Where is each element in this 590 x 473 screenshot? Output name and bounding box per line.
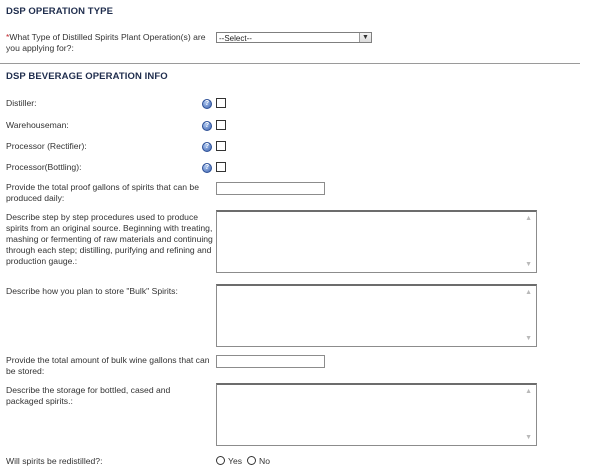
procedures-textarea[interactable] (216, 210, 537, 273)
proof-gallons-input[interactable] (216, 182, 325, 195)
redistilled-no-radio[interactable] (247, 456, 256, 465)
bottled-storage-textarea[interactable] (216, 383, 537, 446)
textarea-scrollbar[interactable] (521, 385, 536, 445)
processor-bottling-checkbox[interactable] (216, 162, 226, 172)
operation-type-select-value: --Select-- (219, 34, 252, 43)
chevron-down-icon[interactable]: ▼ (359, 33, 371, 42)
help-icon[interactable]: ? (202, 99, 212, 109)
operation-type-question-text: What Type of Distilled Spirits Plant Operation(s) are you applying for?: (6, 32, 206, 53)
textarea-scrollbar[interactable] (521, 212, 536, 272)
operation-type-question (6, 32, 218, 54)
scroll-down-icon[interactable]: ▼ (525, 335, 532, 342)
scroll-down-icon[interactable]: ▼ (525, 434, 532, 441)
bulk-storage-textarea[interactable] (216, 284, 537, 347)
help-icon[interactable]: ? (202, 142, 212, 152)
distiller-label: Distiller: (6, 98, 37, 108)
redistilled-yes-radio[interactable] (216, 456, 225, 465)
processor-rectifier-checkbox[interactable] (216, 141, 226, 151)
redistilled-label: Will spirits be redistilled?: (6, 456, 103, 466)
distiller-checkbox[interactable] (216, 98, 226, 108)
bulk-wine-gallons-label: Provide the total amount of bulk wine gallons that can be stored: (6, 355, 210, 376)
scroll-up-icon[interactable]: ▲ (525, 388, 532, 395)
proof-gallons-label: Provide the total proof gallons of spirits that can be produced daily: (6, 182, 199, 203)
warehouseman-checkbox[interactable] (216, 120, 226, 130)
textarea-scrollbar[interactable] (521, 286, 536, 346)
help-icon[interactable]: ? (202, 163, 212, 173)
procedures-label: Describe step by step procedures used to produce spirits from an original source. Beginning with treating, mashing or fermenting of raw materials and continuing through each step; distilling, purifying and refining and production gauge.: (6, 212, 213, 266)
section-title-beverage-info: DSP BEVERAGE OPERATION INFO (6, 71, 168, 82)
scroll-up-icon[interactable]: ▲ (525, 289, 532, 296)
warehouseman-label: Warehouseman: (6, 120, 69, 130)
scroll-down-icon[interactable]: ▼ (525, 261, 532, 268)
bulk-storage-label: Describe how you plan to store "Bulk" Spirits: (6, 286, 178, 296)
redistilled-no-label[interactable]: No (259, 456, 270, 466)
operation-type-select[interactable] (216, 32, 372, 43)
bulk-wine-gallons-input[interactable] (216, 355, 325, 368)
section-title-operation-type: DSP OPERATION TYPE (6, 6, 114, 17)
required-marker: * (6, 32, 10, 42)
scroll-up-icon[interactable]: ▲ (525, 215, 532, 222)
processor-rectifier-label: Processor (Rectifier): (6, 141, 87, 151)
processor-bottling-label: Processor(Bottling): (6, 162, 82, 172)
section-divider (0, 63, 580, 64)
bottled-storage-label: Describe the storage for bottled, cased and packaged spirits.: (6, 385, 171, 406)
redistilled-yes-label[interactable]: Yes (228, 456, 243, 466)
help-icon[interactable]: ? (202, 121, 212, 131)
